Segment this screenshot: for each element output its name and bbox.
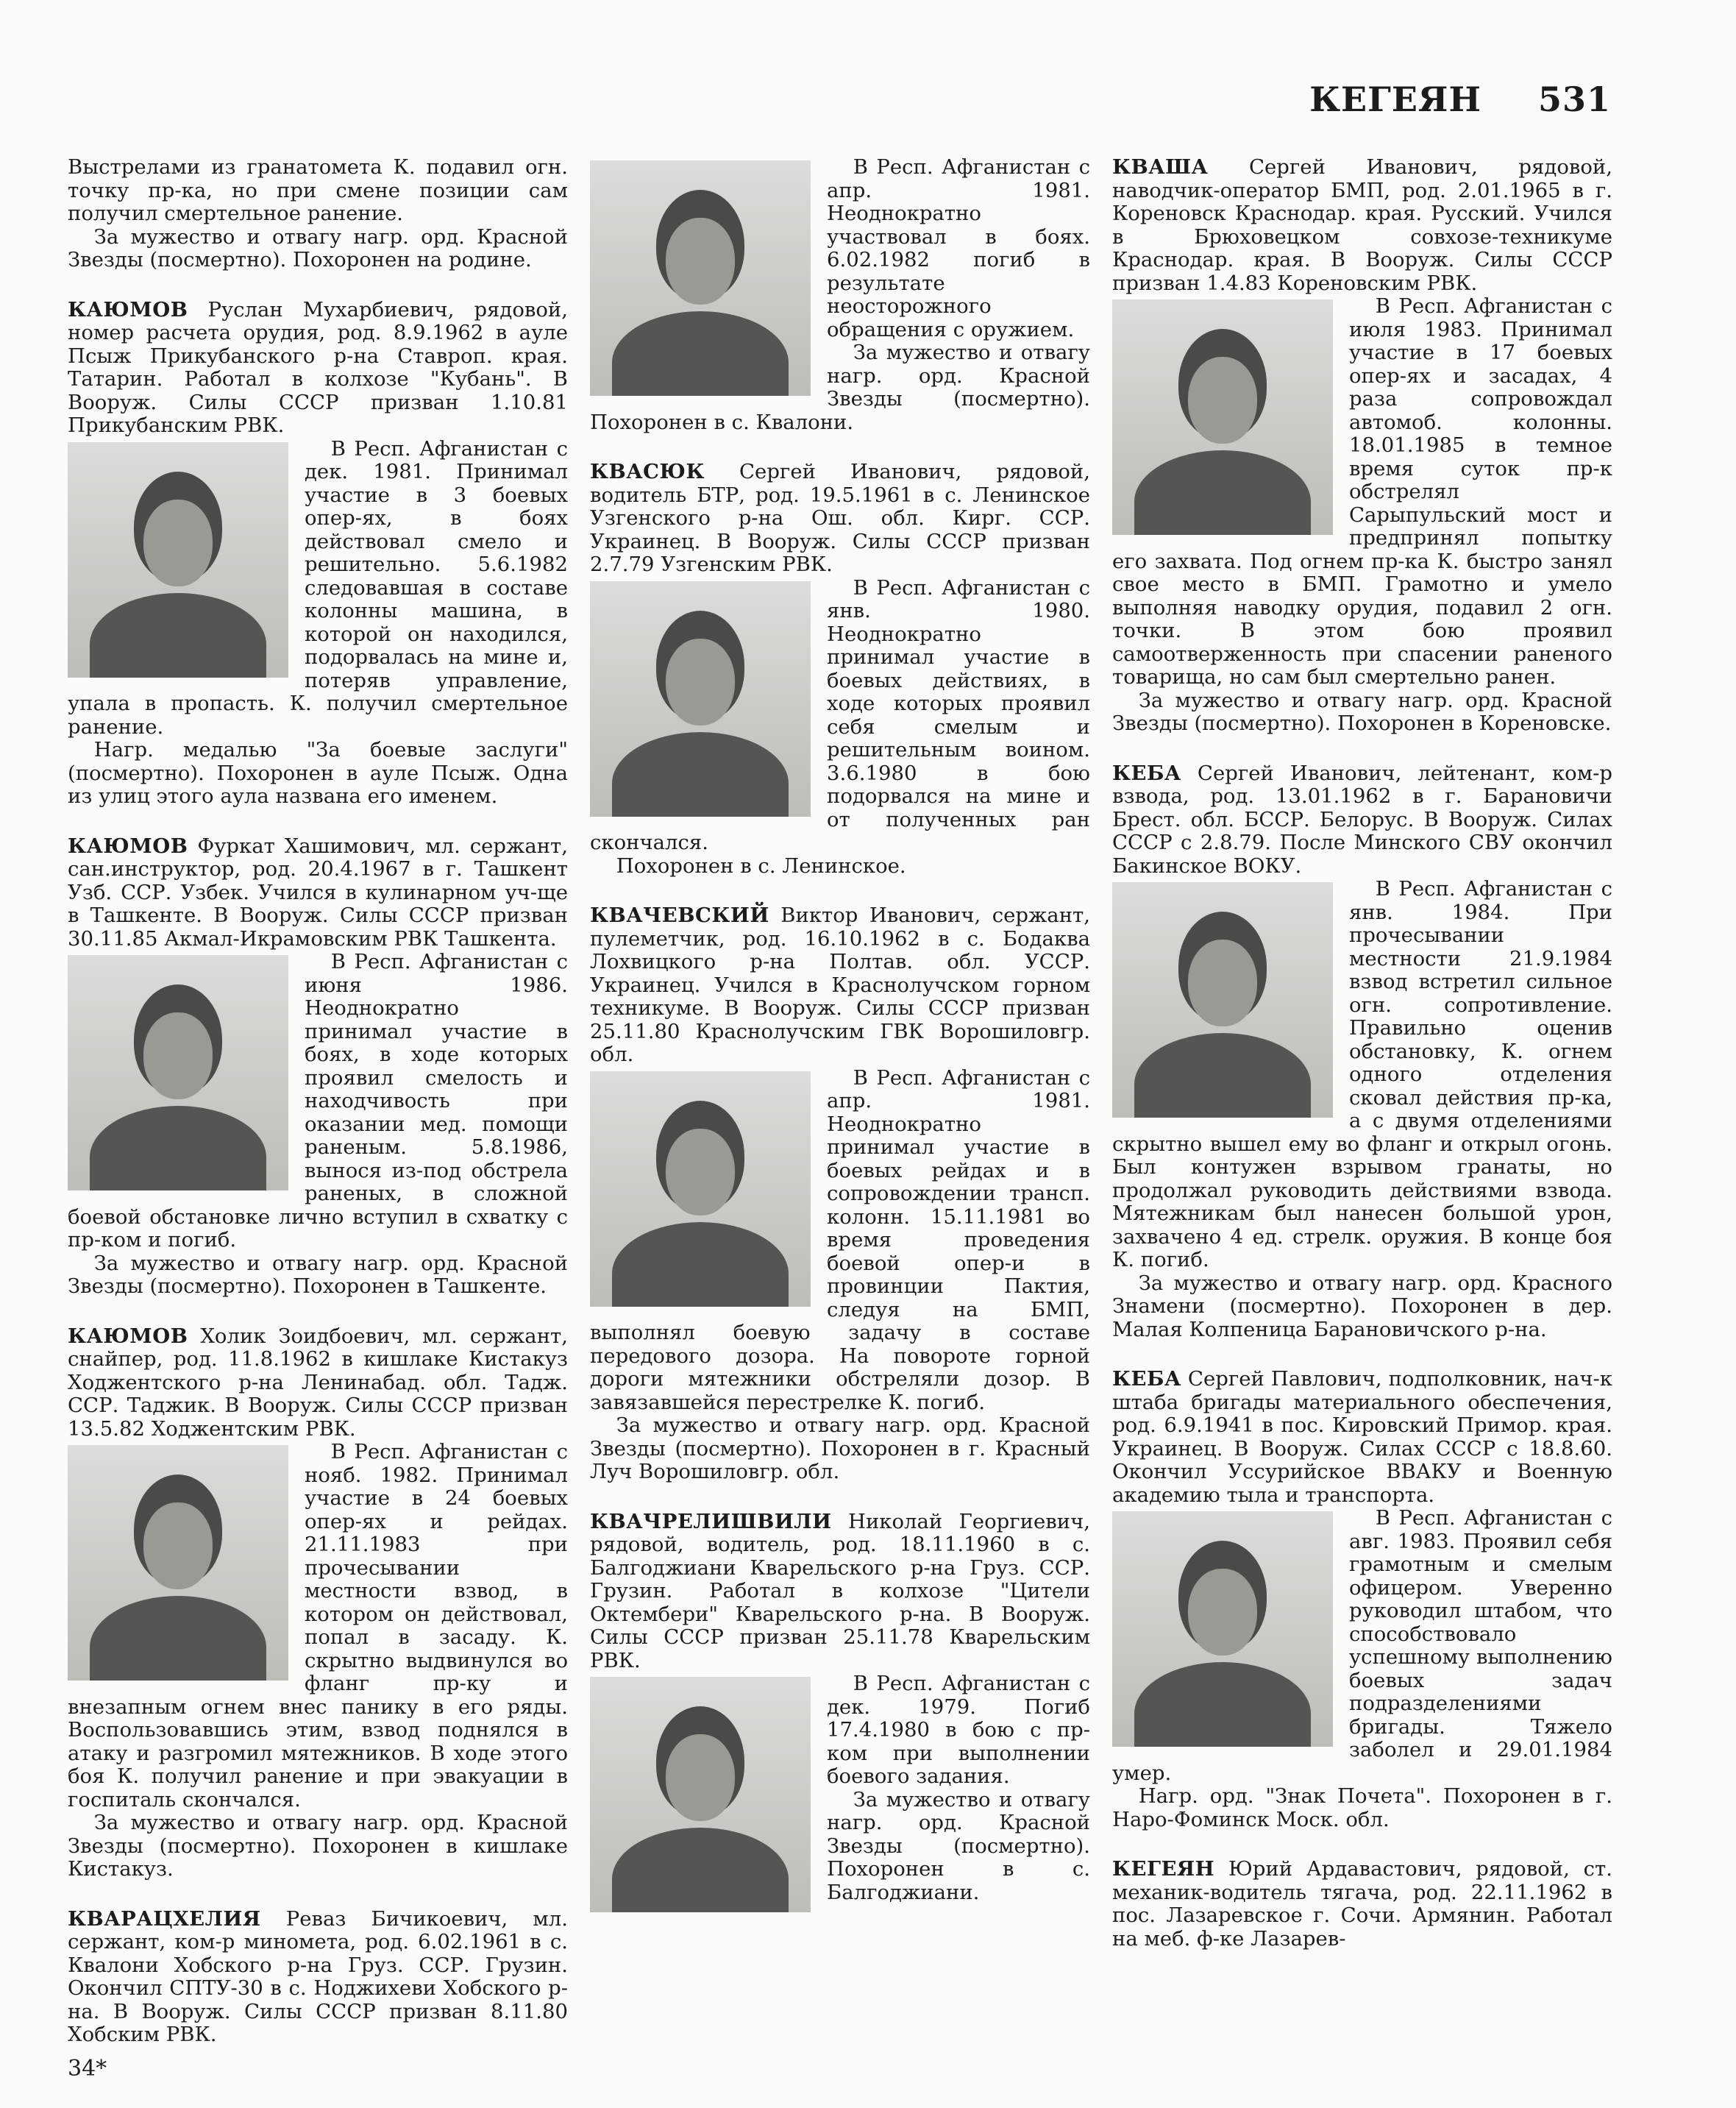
entry-text: За мужество и отвагу нагр. орд. Красной Звезды (посмертно). Похоронен в Ташкенте.	[68, 1251, 568, 1298]
running-head-word: КЕГЕЯН	[1309, 79, 1481, 119]
entry-text: В Респ. Афганистан с дек. 1981. Принимал участие в 3 боевых опер-ях, в боях действовал смело и решительно. 5.6.1982 следовавшая в составе колонны машина, в которой он находился, подорвалась на мине и, потеряв управление, упала в пропасть. К. получил смертельное ранение.	[68, 436, 568, 739]
column-middle	[590, 156, 1090, 1931]
column-left	[68, 156, 568, 2073]
entry-keba-sergey-pavlovich	[1112, 1368, 1612, 1831]
entry-kvaratskheliya-cont	[590, 156, 1090, 434]
entry-text: В Респ. Афганистан с апр. 1981. Неоднократно участвовал в боях. 6.02.1982 погиб в результате неосторожного обращения с оружием.	[827, 155, 1090, 341]
entry-surname: КЕГЕЯН	[1112, 1857, 1215, 1881]
entry-text: Юрий Ардавастович, рядовой, ст. механик-водитель тягача, род. 22.11.1962 в пос. Лазаревское г. Сочи. Армянин. Работал на меб. ф-ке Лазарев-	[1112, 1857, 1612, 1951]
portrait-photo	[68, 442, 288, 678]
running-head	[1309, 79, 1611, 119]
entry-text: Похоронен в с. Ленинское.	[616, 854, 906, 878]
entry-kvasha	[1112, 156, 1612, 736]
entry-text: За мужество и отвагу нагр. орд. Красного Знамени (посмертно). Похоронен в дер. Малая Колпеница Барановичского р-на.	[1112, 1271, 1612, 1341]
entry-surname: КАЮМОВ	[68, 1324, 188, 1348]
entry-text: За мужество и отвагу нагр. орд. Красной Звезды (посмертно). Похоронен в кишлаке Кистакуз.	[68, 1811, 568, 1881]
entry-text: За мужество и отвагу нагр. орд. Красной Звезды (посмертно). Похоронен на родине.	[68, 224, 568, 272]
entry-text: Руслан Мухарбиевич, рядовой, номер расчета орудия, род. 8.9.1962 в ауле Псыж Прикубанского р-на Ставроп. края. Татарин. Работал в колхозе "Кубань". В Вооруж. Силы СССР призван 1.10.81 Прикубанским РВК.	[68, 297, 568, 437]
portrait-photo	[590, 160, 811, 396]
entry-text: В Респ. Афганистан с авг. 1983. Проявил себя грамотным и смелым офицером. Уверенно руководил штабом, что способствовало успешному выполнению боевых задач подразделениями бригады. Тяжело заболел и 29.01.1984 умер.	[1112, 1506, 1612, 1785]
entry-kayumov-kholik	[68, 1325, 568, 1881]
entry-kvasyuk	[590, 461, 1090, 878]
entry-text: Нагр. медалью "За боевые заслуги" (посмертно). Похоронен в ауле Псыж. Одна из улиц этого аула названа его именем.	[68, 738, 568, 808]
entry-continuation	[68, 156, 568, 272]
portrait-photo	[590, 1071, 811, 1307]
entry-text: Сергей Павлович, подполковник, нач-к штаба бригады материального обеспечения, род. 6.9.1941 в пос. Кировский Примор. края. Украинец. В Вооруж. Силах СССР с 18.8.60. Окончил Уссурийское ВВАКУ и Военную академию тыла и транспорта.	[1112, 1367, 1612, 1507]
portrait-photo	[68, 955, 288, 1190]
entry-text: За мужество и отвагу нагр. орд. Красной Звезды (посмертно). Похоронен в г. Красный Луч Ворошиловгр. обл.	[590, 1413, 1090, 1483]
entry-text: В Респ. Афганистан с июня 1986. Неоднократно принимал участие в боях, в ходе которых проявил смелость и находчивость при оказании мед. помощи раненым. 5.8.1986, вынося из-под обстрела раненых, в сложной боевой обстановке лично вступил в схватку с пр-ком и погиб.	[68, 950, 568, 1252]
entry-kvachevsky	[590, 904, 1090, 1484]
entry-surname: КЕБА	[1112, 1367, 1181, 1391]
page-number: 531	[1537, 79, 1611, 119]
entry-surname: КАЮМОВ	[68, 297, 188, 322]
entry-text: В Респ. Афганистан с июля 1983. Принимал участие в 17 боевых опер-ях и засадах, 4 раза сопровождал автомоб. колонны. 18.01.1985 в темное время суток пр-к обстрелял Сарыпульский мост и предпринял попытку его захвата. Под огнем пр-ка К. быстро занял свое место в БМП. Грамотно и умело выполняя наводку орудия, подавил 2 огн. точки. В этом бою проявил самоотверженность при спасении раненого товарища, но сам был смертельно ранен.	[1112, 294, 1612, 689]
entry-surname: КЕБА	[1112, 761, 1181, 785]
entry-text: В Респ. Афганистан с дек. 1979. Погиб 17.4.1980 в бою с пр-ком при выполнении боевого задания.	[827, 1672, 1090, 1788]
entry-text: В Респ. Афганистан с нояб. 1982. Принимал участие в 24 боевых опер-ях и рейдах. 21.11.1983 при прочесывании местности взвод, в котором он действовал, попал в засаду. К. скрытно выдвинулся во фланг пр-ку и внезапным огнем внес панику в его ряды. Воспользовавшись этим, взвод поднялся в атаку и разгромил мятежников. В ходе этого боя К. получил ранение и при эвакуации в госпиталь скончался.	[68, 1440, 568, 1811]
entry-surname: КВАСЮК	[590, 460, 705, 483]
entry-text: Сергей Иванович, лейтенант, ком-р взвода, род. 13.01.1962 в г. Барановичи Брест. обл. БССР. Белорус. В Вооруж. Силах СССР с 2.8.79. После Минского СВУ окончил Бакинское ВОКУ.	[1112, 761, 1612, 878]
entry-text: В Респ. Афганистан с янв. 1984. При прочесывании местности 21.9.1984 взвод встретил сильное огн. сопротивление. Правильно оценив обстановку, К. огнем одного отделения сковал действия пр-ка, а с двумя отделениями скрытно вышел ему во фланг и открыл огонь. Был контужен взрывом гранаты, но продолжал руководить действиями взвода. Мятежникам был нанесен большой урон, захвачено 4 ед. стрелк. оружия. В конце боя К. погиб.	[1112, 877, 1612, 1271]
entry-surname: КВАША	[1112, 155, 1209, 179]
entry-text: За мужество и отвагу нагр. орд. Красной Звезды (посмертно). Похоронен в с. Балгоджиани.	[827, 1787, 1090, 1904]
entry-keba-sergey-ivanovich	[1112, 762, 1612, 1342]
entry-text: За мужество и отвагу нагр. орд. Красной Звезды (посмертно). Похоронен в с. Квалони.	[590, 341, 1090, 434]
entry-text: Выстрелами из гранатомета К. подавил огн. точку пр-ка, но при смене позиции сам получил смертельное ранение.	[68, 155, 568, 225]
signature-mark: 34*	[68, 2056, 107, 2082]
entry-text: В Респ. Афганистан с апр. 1981. Неоднократно принимал участие в боевых рейдах и в сопровождении трансп. колонн. 15.11.1981 во время проведения боевой опер-и в провинции Пактия, следуя на БМП, выполнял боевую задачу в составе передового дозора. На повороте горной дороги мятежники обстреляли дозор. В завязавшейся перестрелке К. погиб.	[590, 1065, 1090, 1414]
entry-text: Фуркат Хашимович, мл. сержант, сан.инструктор, род. 20.4.1967 в г. Ташкент Узб. ССР. Узбек. Учился в кулинарном уч-ще в Ташкенте. В Вооруж. Силы СССР призван 30.11.85 Акмал-Икрамовским РВК Ташкента.	[68, 834, 568, 951]
column-right	[1112, 156, 1612, 1977]
entry-text: Сергей Иванович, рядовой, наводчик-оператор БМП, род. 2.01.1965 в г. Кореновск Краснодар. края. Русский. Учился в Брюховецком совхозе-техникуме Краснодар. края. В Вооруж. Силы СССР призван 1.4.83 Кореновским РВК.	[1112, 155, 1612, 295]
portrait-photo	[68, 1445, 288, 1681]
entry-kayumov-furkat	[68, 835, 568, 1299]
entry-text: Холик Зоидбоевич, мл. сержант, снайпер, род. 11.8.1962 в кишлаке Кистакуз Ходжентского р-на Ленинабад. обл. Тадж. ССР. Таджик. В Вооруж. Силы СССР призван 13.5.82 Ходжентским РВК.	[68, 1324, 568, 1441]
entry-kvachrelishvili	[590, 1511, 1090, 1905]
entry-surname: КАЮМОВ	[68, 834, 188, 858]
entry-surname: КВАЧРЕЛИШВИЛИ	[590, 1509, 832, 1533]
portrait-photo	[1112, 299, 1333, 535]
entry-kvaratskheliya-start	[68, 1908, 568, 2047]
entry-kegeyan	[1112, 1858, 1612, 1951]
entry-surname: КВАРАЦХЕЛИЯ	[68, 1906, 261, 1931]
entry-text: В Респ. Афганистан с янв. 1980. Неоднократно принимал участие в боевых действиях, в ходе которых проявил себя смелым и решительным воином. 3.6.1980 в бою подорвался на мине и от полученных ран скончался.	[590, 575, 1090, 854]
entry-kayumov-ruslan	[68, 299, 568, 809]
portrait-photo	[1112, 1511, 1333, 1747]
entry-surname: КВАЧЕВСКИЙ	[590, 904, 769, 927]
entry-text: Николай Георгиевич, рядовой, водитель, род. 18.11.1960 в с. Балгоджиани Кварельского р-на Груз. ССР. Грузин. Работал в колхозе "Цители Октембери" Кварельского р-на. В Вооруж. Силы СССР призван 25.11.78 Кварельским РВК.	[590, 1509, 1090, 1672]
portrait-photo	[590, 1677, 811, 1912]
entry-text: Реваз Бичикоевич, мл. сержант, ком-р миномета, род. 6.02.1961 в с. Квалони Хобского р-на Груз. ССР. Грузин. Окончил СПТУ-30 в с. Ноджихеви Хобского р-на. В Вооруж. Силы СССР призван 8.11.80 Хобским РВК.	[68, 1906, 568, 2046]
portrait-photo	[1112, 882, 1333, 1118]
portrait-photo	[590, 581, 811, 817]
entry-text: Нагр. орд. "Знак Почета". Похоронен в г. Наро-Фоминск Моск. обл.	[1112, 1784, 1612, 1831]
entry-text: За мужество и отвагу нагр. орд. Красной Звезды (посмертно). Похоронен в Кореновске.	[1112, 688, 1612, 735]
entry-text: Сергей Иванович, рядовой, водитель БТР, род. 19.5.1961 в с. Ленинское Узгенского р-на Ош. обл. Кирг. ССР. Украинец. В Вооруж. Силы СССР призван 2.7.79 Узгенским РВК.	[590, 460, 1090, 576]
entry-text: Виктор Иванович, сержант, пулеметчик, род. 16.10.1962 в с. Бодаква Лохвицкого р-на Полтав. обл. УССР. Украинец. Учился в Краснолучском горном техникуме. В Вооруж. Силы СССР призван 25.11.80 Краснолучским ГВК Ворошиловгр. обл.	[590, 904, 1090, 1066]
